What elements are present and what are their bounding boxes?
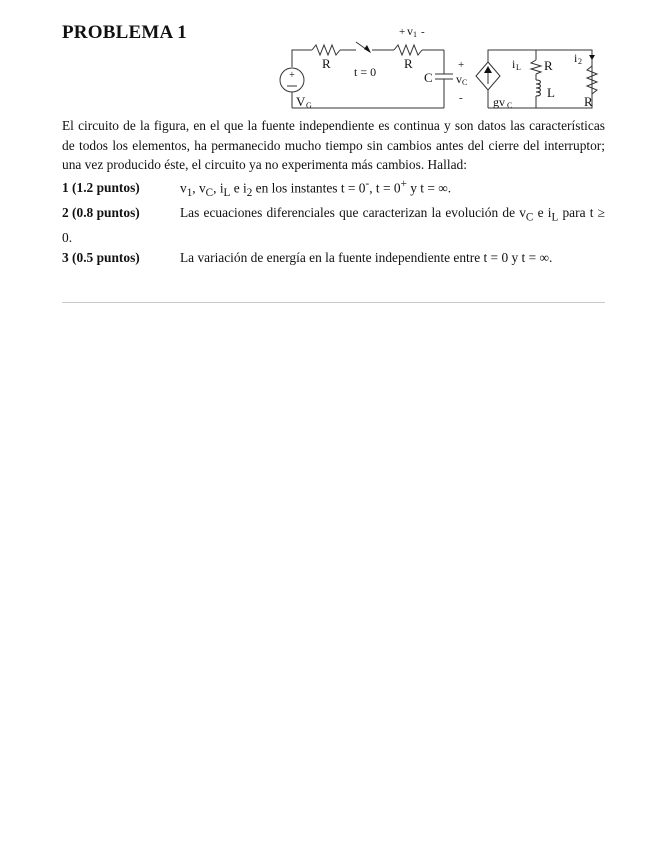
- label-inductor: L: [547, 85, 555, 100]
- question-3-text: La variación de energía en la fuente independiente entre t = 0 y t = ∞.: [180, 249, 553, 265]
- label-v1-plus: +: [399, 26, 406, 38]
- resistor-r1: [312, 45, 340, 55]
- label-vc: v: [456, 72, 462, 86]
- label-dependent-source: gv: [493, 95, 505, 109]
- label-v1-sub: 1: [413, 30, 417, 39]
- label-r2: R: [404, 56, 413, 71]
- label-vc-plus: +: [458, 59, 465, 71]
- label-switch: t = 0: [354, 65, 377, 79]
- question-3-label: 3 (0.5 puntos): [62, 249, 140, 265]
- label-r3: R: [544, 58, 553, 73]
- label-i2: i: [574, 51, 578, 65]
- label-r4: R: [584, 94, 593, 109]
- inductor-l: [536, 80, 541, 96]
- label-v1: v: [407, 24, 413, 38]
- problem-statement: [62, 116, 605, 267]
- label-vc-sub: C: [462, 78, 468, 87]
- label-i2-sub: 2: [578, 57, 582, 66]
- label-vc-minus: -: [459, 92, 463, 104]
- question-1: 1 (1.2 puntos) $v_1$, $v_C$, $i_L$ e $i_2$ en los instantes t = 0-, t = 0+ y t = ∞.: [62, 177, 452, 199]
- resistor-r3: [531, 60, 541, 74]
- svg-text:+: +: [289, 70, 295, 81]
- question-3: [62, 248, 605, 268]
- question-1-label: 1 (1.2 puntos): [62, 179, 140, 195]
- divider-line: [62, 302, 605, 303]
- question-2: 2 (0.8 puntos) Las ecuaciones diferenciales que caracterizan la evolución de $v_C$ e $i_L$ para t ≥ 0.: [62, 205, 606, 246]
- intro-paragraph: El circuito de la figura, en el que la fuente independiente es continua y son datos las características de todos los elementos, ha permanecido mucho tiempo sin cambios antes del cierre del interruptor; una vez producido éste, el circuito ya no experimenta más cambios. Hallad:: [62, 118, 605, 172]
- label-source-sub: G: [306, 101, 312, 110]
- problem-title: PROBLEMA 1: [62, 22, 187, 43]
- resistor-r2: [394, 45, 422, 55]
- label-v1-minus: -: [421, 26, 425, 38]
- label-capacitor: C: [424, 70, 433, 85]
- question-2-label: 2 (0.8 puntos): [62, 205, 140, 221]
- label-il: i: [512, 57, 516, 71]
- label-dependent-source-sub: C: [507, 101, 513, 110]
- circuit-diagram: [272, 22, 612, 114]
- label-r1: R: [322, 56, 331, 71]
- label-il-sub: L: [516, 63, 521, 72]
- label-source: V: [296, 94, 306, 109]
